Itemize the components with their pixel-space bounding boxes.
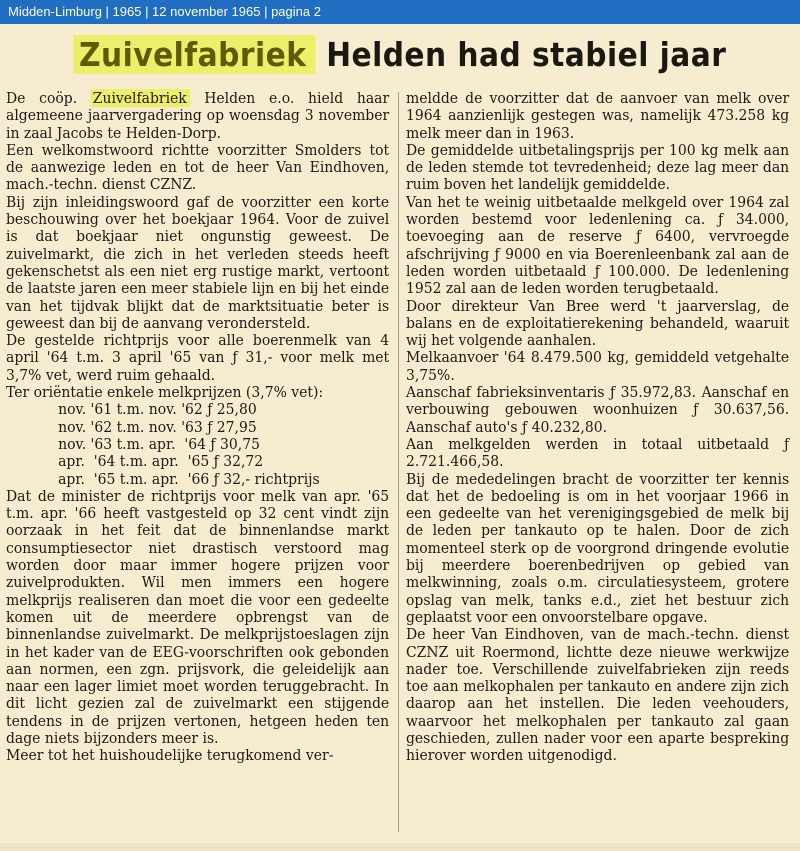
headline-rest: Helden had stabiel jaar — [315, 35, 727, 74]
paragraph — [6, 90, 389, 142]
breadcrumb-text[interactable]: Midden-Limburg | 1965 | 12 november 1965 | pagina 2 — [8, 4, 321, 19]
paragraph: Een welkomstwoord richtte voorzitter Smolders tot de aanwezige leden en tot de heer Van Eindhoven, mach.-techn. dienst CZNZ. — [6, 140, 390, 194]
price-row: apr. '65 t.m. apr. '66 ƒ 32,- richtprijs — [58, 469, 320, 488]
price-row: nov. '61 t.m. nov. '62 ƒ 25,80 — [58, 400, 257, 419]
search-highlight: Zuivelfabriek — [91, 89, 191, 107]
paragraph: Aan melkgelden werden in totaal uitbetaald ƒ 2.721.466,58. — [406, 434, 790, 471]
price-row: nov. '63 t.m. apr. '64 ƒ 30,75 — [58, 434, 260, 453]
breadcrumb-bar — [0, 0, 800, 24]
paragraph: Ter oriëntatie enkele melkprijzen (3,7% vet): — [6, 383, 324, 402]
paragraph: Aanschaf fabrieksinventaris ƒ 35.972,83. Aanschaf en verbouwing gebouwen woonhuizen ƒ 30.637,56. Aanschaf auto's ƒ 40.232,80. — [406, 383, 790, 436]
paragraph-text: De coöp. — [6, 89, 91, 107]
article-column-left — [6, 90, 389, 765]
paragraph: Dat de minister de richtprijs voor melk van apr. '65 t.m. apr. '66 heeft vastgesteld op 32 cent vindt zijn oorzaak in het feit dat de binnenlandse markt consumptiesector niet drastisch verstoord mag worden door maar immer hogere prijzen voor zuivelprodukten. Wil men immers een hogere melkprijs realiseren dan moet die voor een gedeelte komen uit de meerdere opbrengst van de binnenlandse zuivelmarkt. De melkprijstoeslagen zijn in het kader van de EEG-voorschriften ook gebonden aan normen, een zgn. prijsvork, die geleidelijk aan naar een lager limiet moet worden teruggebracht. In dit licht gezien zal de zuivelmarkt een stijgende tendens in de prijzen vertonen, hetgeen heden ten dage niets bijzonders meer is. — [6, 486, 390, 747]
paragraph: De gestelde richtprijs voor alle boerenmelk van 4 april '64 t.m. 3 april '65 van ƒ 31,- voor melk met 3,7% vet, werd ruim gehaald. — [6, 331, 390, 384]
column-divider — [398, 92, 399, 832]
paragraph: Melkaanvoer '64 8.479.500 kg, gemiddeld vetgehalte 3,75%. — [406, 348, 790, 384]
article-headline — [40, 34, 760, 76]
paragraph: meldde de voorzitter dat de aanvoer van melk over 1964 aanzienlijk gestegen was, namelijk 473.258 kg melk meer dan in 1963. — [406, 89, 790, 142]
article-column-right — [406, 90, 789, 765]
price-list — [58, 401, 389, 487]
paragraph-text: Helden e.o. hield haar algemeene jaarvergadering op woensdag 3 november in zaal Jacobs te Helden-Dorp. — [6, 89, 390, 142]
paragraph: Van het te weinig uitbetaalde melkgeld over 1964 zal worden bestemd voor ledenlening ca. ƒ 34.000, toevoeging aan de reserve ƒ 6400, vervroegde afschrijving ƒ 9000 en via Boerenleenbank zal aan de leden worden uitbetaald ƒ 100.000. De ledenlening 1952 zal aan de leden worden terugbetaald. — [406, 192, 790, 298]
paragraph: Bij de mededelingen bracht de voorzitter ter kennis dat het de bedoeling is om in het voorjaar 1966 in een gedeelte van het verenigingsgebied de melk bij de leden per tankauto op te halen. Door de zich momenteel sterk op de voorgrond dringende evolutie bij meerdere boerenbedrijven op gebied van melkwinning, zoals o.m. circulatiesysteem, grotere opslag van melk, tanks e.d., ziet het bestuur zich geplaatst voor een onvoorstelbare opgave. — [406, 469, 790, 626]
paragraph: Door direkteur Van Bree werd 't jaarverslag, de balans en de exploitatierekening behandeld, waaruit wij het volgende aanhalen. — [406, 296, 790, 350]
price-row: apr. '64 t.m. apr. '65 ƒ 32,72 — [58, 452, 264, 471]
page-edge — [0, 843, 800, 851]
paragraph: Bij zijn inleidingswoord gaf de voorzitter een korte beschouwing over het boekjaar 1964. Voor de zuivel is dat boekjaar niet ongunstig geweest. De zuivelmarkt, die zich in het verleden steeds heeft gekenschetst als een niet erg rustige markt, vertoont de laatste jaren een meer stabiele lijn en bij het einde van het tijdvak blijkt dat de marktsituatie beter is geweest dan bij de aanvang verondersteld. — [6, 192, 390, 332]
paragraph: De heer Van Eindhoven, van de mach.-techn. dienst CZNZ uit Roermond, lichtte deze nieuwe werkwijze nader toe. Verschillende zuivelfabrieken zijn reeds toe aan melkophalen per tankauto en andere zijn zich daarop aan het instellen. Die leden veehouders, waarvoor het melkophalen per tankauto zal gaan geschieden, zullen nader voor een aparte bespreking hierover worden uitgenodigd. — [406, 625, 790, 765]
paragraph: Meer tot het huishoudelijke terugkomend ver- — [6, 746, 334, 765]
paragraph: De gemiddelde uitbetalingsprijs per 100 kg melk aan de leden stemde tot tevredenheid; deze lag meer dan ruim boven het landelijk gemiddelde. — [406, 140, 790, 194]
price-row: nov. '62 t.m. nov. '63 ƒ 27,95 — [58, 417, 257, 436]
search-highlight: Zuivelfabriek — [74, 35, 316, 74]
